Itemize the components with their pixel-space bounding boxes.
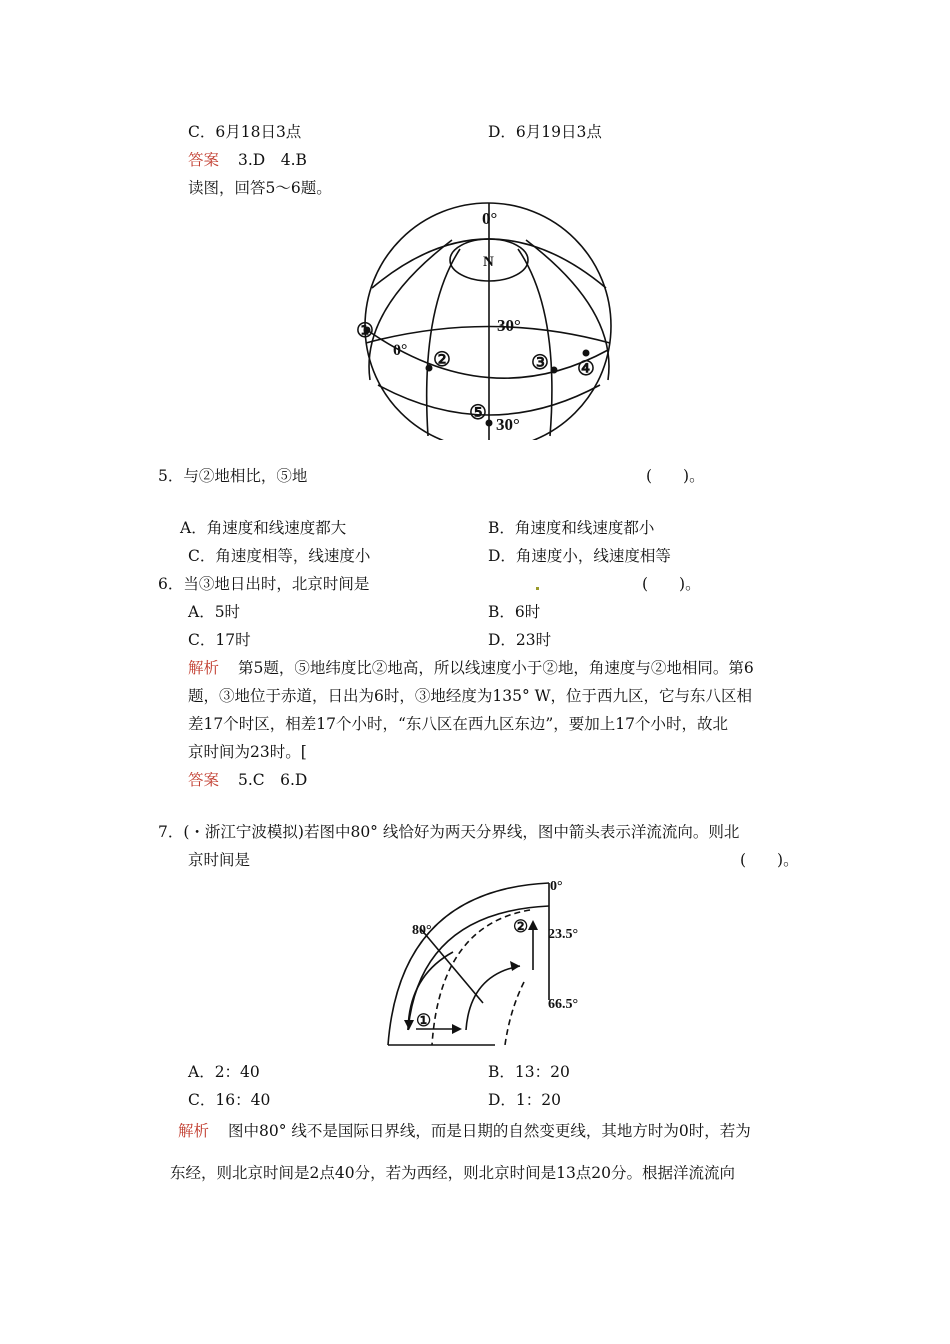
- label-point-2: ②: [433, 349, 451, 371]
- answer-label-2: 答案: [188, 771, 220, 789]
- analysis-line-4: 京时间为23时。[: [188, 743, 307, 761]
- answer-text: 3.D 4.B: [238, 151, 307, 169]
- q7-option-a: A．2：40: [188, 1063, 260, 1081]
- right-arrow-head: [452, 1024, 462, 1034]
- point-3-dot: [551, 367, 558, 374]
- answer-label: 答案: [188, 151, 220, 169]
- label-point-1: ①: [356, 320, 374, 342]
- label-0: 0°: [550, 879, 563, 894]
- label-23-5: 23.5°: [548, 927, 579, 942]
- q5-option-a: A．角速度和线速度都大: [180, 519, 347, 537]
- label-equator: 0°: [393, 342, 408, 359]
- analysis-label: 解析: [188, 659, 220, 677]
- dashed-segment: [505, 982, 524, 1045]
- q5-option-d: D．角速度小，线速度相等: [488, 547, 671, 565]
- analysis-7-line-1: 图中80° 线不是国际日界线，而是日期的自然变更线，其地方时为0时，若为: [228, 1122, 751, 1140]
- analysis-7-line-2: 东经，则北京时间是2点40分，若为西经，则北京时间是13点20分。根据洋流流向: [170, 1164, 736, 1182]
- point-2-dot: [426, 365, 433, 372]
- q7-line-1: 7．(・浙江宁波模拟)若图中80° 线恰好为两天分界线，图中箭头表示洋流流向。则北: [158, 823, 740, 841]
- analysis-line-1: 第5题，⑤地纬度比②地高，所以线速度小于②地，角速度与②地相同。第6: [238, 659, 754, 677]
- label-point-2: ②: [513, 917, 529, 936]
- q7-bracket: ( )。: [740, 851, 799, 869]
- q5-stem: 5．与②地相比，⑤地: [158, 467, 308, 485]
- label-point-5: ⑤: [469, 402, 487, 424]
- analysis-7-label: 解析: [178, 1122, 210, 1140]
- globe-figure: [350, 200, 620, 440]
- label-0-top: 0°: [482, 209, 498, 228]
- label-80: 80°: [412, 923, 432, 938]
- q6-option-c: C．17时: [188, 631, 251, 649]
- q7-option-c: C．16：40: [188, 1091, 271, 1109]
- q4-option-c: C．6月18日3点: [188, 123, 302, 141]
- intro-text: 读图，回答5～6题。: [188, 179, 332, 197]
- analysis-line-3: 差17个时区，相差17个小时，“东八区在西九区东边”，要加上17个小时，故北: [188, 715, 729, 733]
- middle-latitude: [366, 327, 610, 344]
- label-point-3: ③: [531, 352, 549, 374]
- label-30-upper: 30°: [497, 316, 521, 335]
- label-point-4: ④: [577, 358, 595, 380]
- label-30-lower: 30°: [496, 415, 520, 434]
- q5-bracket: ( )。: [646, 467, 705, 485]
- label-north: N: [483, 254, 494, 270]
- q5-option-c: C．角速度相等，线速度小: [188, 547, 371, 565]
- line-80: [420, 928, 483, 1003]
- q7-option-d: D．1：20: [488, 1091, 562, 1109]
- analysis-line-2: 题，③地位于赤道，日出为6时，③地经度为135° W，位于西九区，它与东八区相: [188, 687, 753, 705]
- q4-option-d: D．6月19日3点: [488, 123, 602, 141]
- up-arrow-head: [528, 920, 538, 930]
- q6-option-a: A．5时: [188, 603, 241, 621]
- q7-line-2: 京时间是: [188, 851, 251, 869]
- q6-bracket: ( )。: [642, 575, 701, 593]
- stray-mark: [536, 587, 539, 590]
- point-4-dot: [583, 350, 590, 357]
- q6-option-d: D．23时: [488, 631, 552, 649]
- meridian-left: [427, 249, 460, 436]
- meridian-right: [518, 249, 552, 436]
- q5-option-b: B．角速度和线速度都小: [488, 519, 655, 537]
- ocean-current-figure: [380, 870, 620, 1050]
- q7-option-b: B．13：20: [488, 1063, 570, 1081]
- left-arrow-head: [404, 1020, 414, 1030]
- label-point-1: ①: [416, 1011, 432, 1030]
- curved-arrow-head: [510, 961, 520, 971]
- label-66-5: 66.5°: [548, 997, 579, 1012]
- q6-stem: 6．当③地日出时，北京时间是: [158, 575, 370, 593]
- q6-option-b: B．6时: [488, 603, 541, 621]
- curved-arrow: [466, 966, 520, 1030]
- answer-text-2: 5.C 6.D: [238, 771, 308, 789]
